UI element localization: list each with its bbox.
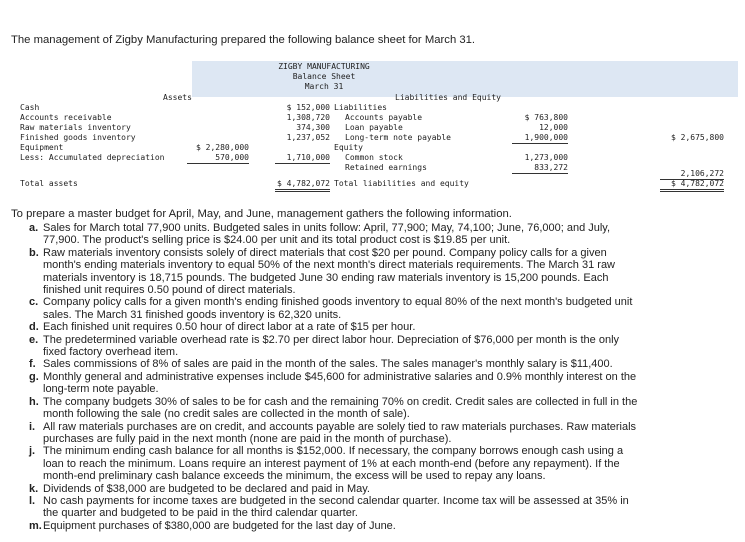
item-text: Raw materials inventory consists solely of direct materials that cost $20 per pound. Company policy calls for a given month's ending materials inventory to equal 50% of the next month's direct materials requirements. The March 31 raw materials inventory is 18,715 pounds. The budgeted June 30 ending raw materials inventory is 15,200 pounds. Each finished unit requires 0.50 pound of direct materials. bbox=[43, 246, 615, 297]
item-marker: e. bbox=[29, 333, 39, 346]
asset-label: Accounts receivable bbox=[20, 113, 112, 122]
liability-label: Accounts payable bbox=[345, 113, 423, 122]
common-stock-amount: 1,273,000 bbox=[524, 153, 568, 162]
item-text: Sales commissions of 8% of sales are paid in the month of the sales. The sales manager's monthly salary is $11,400. bbox=[43, 358, 613, 371]
item-marker: b. bbox=[29, 246, 39, 259]
information-list bbox=[13, 222, 641, 532]
item-marker: g. bbox=[29, 370, 39, 383]
liabilities-equity-header: Liabilities and Equity bbox=[395, 93, 501, 102]
asset-label: Finished goods inventory bbox=[20, 133, 136, 142]
total-le-amount: $ 4,782,072 bbox=[660, 179, 724, 192]
list-item bbox=[13, 396, 641, 421]
item-marker: a. bbox=[29, 222, 39, 234]
assets-header: Assets bbox=[163, 93, 192, 102]
equity-label: Equity bbox=[334, 143, 363, 152]
total-assets-amount: $ 4,782,072 bbox=[275, 179, 330, 192]
statement-date: March 31 bbox=[304, 82, 344, 91]
accounts-payable-amount: $ 763,800 bbox=[524, 113, 568, 122]
list-item bbox=[13, 495, 641, 520]
item-marker: i. bbox=[29, 420, 36, 433]
finished-goods-amount: 1,237,052 bbox=[286, 133, 330, 142]
item-text: The minimum ending cash balance for all months is $152,000. If necessary, the company borrows enough cash using a loan to reach the minimum. Loans require an interest payment of 1% at each month-end (before any repayment). If the month-end preliminary cash balance exceeds the minimum, the excess will be used to repay any loans. bbox=[43, 445, 624, 483]
item-text: All raw materials purchases are on credit, and accounts payable are solely tied to raw materials purchases. Raw materials purchases are fully paid in the next month (none are paid in the month of purchase). bbox=[43, 420, 637, 445]
item-text: Sales for March total 77,900 units. Budgeted sales in units follow: April, 77,900; May, 74,100; June, 76,000; and July, 77,900. The product's selling price is $24.00 per unit and its total product cost is $19.85 per unit. bbox=[43, 222, 611, 247]
item-marker: c. bbox=[29, 296, 39, 309]
accounts-receivable-amount: 1,308,720 bbox=[286, 113, 330, 122]
list-item bbox=[13, 520, 641, 532]
raw-materials-amount: 374,300 bbox=[296, 123, 330, 132]
lead-text: To prepare a master budget for April, May, and June, management gathers the following information. bbox=[11, 208, 512, 220]
loan-payable-amount: 12,000 bbox=[539, 123, 568, 132]
liability-label: Loan payable bbox=[345, 123, 403, 132]
asset-label: Cash bbox=[20, 103, 40, 112]
list-item bbox=[13, 421, 641, 446]
company-name: ZIGBY MANUFACTURING bbox=[278, 62, 370, 71]
cash-amount: $ 152,000 bbox=[286, 103, 330, 112]
item-marker: h. bbox=[29, 395, 39, 408]
asset-label: Less: Accumulated depreciation bbox=[20, 153, 165, 162]
equity-item-label: Common stock bbox=[345, 153, 403, 162]
net-equipment-amount: 1,710,000 bbox=[275, 153, 330, 164]
item-marker: f. bbox=[29, 358, 36, 371]
list-item bbox=[13, 445, 641, 482]
intro-text: The management of Zigby Manufacturing prepared the following balance sheet for March 31. bbox=[11, 34, 476, 46]
liabilities-label: Liabilities bbox=[334, 103, 387, 112]
list-item bbox=[13, 371, 641, 396]
item-text: Monthly general and administrative expenses include $45,600 for administrative salaries and 0.9% monthly interest on the long-term note payable. bbox=[43, 370, 637, 396]
item-text: The company budgets 30% of sales to be for cash and the remaining 70% on credit. Credit sales are collected in full in the month following the sale (no credit sales are collected in the month of sale). bbox=[43, 395, 638, 421]
item-marker: k. bbox=[29, 482, 39, 495]
total-equity-amount: 2,106,272 bbox=[660, 169, 724, 180]
item-marker: l. bbox=[29, 494, 36, 507]
list-item bbox=[13, 296, 641, 321]
item-marker: j. bbox=[29, 445, 36, 458]
total-le-label: Total liabilities and equity bbox=[334, 179, 469, 188]
item-text: Each finished unit requires 0.50 hour of direct labor at a rate of $15 per hour. bbox=[43, 321, 416, 334]
equipment-amount: $ 2,280,000 bbox=[196, 143, 249, 152]
retained-earnings-amount: 833,272 bbox=[512, 163, 568, 174]
item-text: The predetermined variable overhead rate is $2.70 per direct labor hour. Depreciation of $76,000 per month is the only fixed factory overhead item. bbox=[43, 333, 620, 359]
item-text: Dividends of $38,000 are budgeted to be declared and paid in May. bbox=[43, 482, 370, 495]
total-assets-label: Total assets bbox=[20, 179, 78, 188]
item-text: No cash payments for income taxes are budgeted in the second calendar quarter. Income tax will be assessed at 35% in the quarter and budgeted to be paid in the third calendar quarter. bbox=[43, 494, 629, 520]
item-marker: d. bbox=[29, 321, 39, 334]
total-liabilities-amount: $ 2,675,800 bbox=[671, 133, 724, 142]
list-item bbox=[13, 321, 641, 333]
statement-title: Balance Sheet bbox=[292, 72, 356, 81]
accumulated-depreciation-amount: 570,000 bbox=[187, 153, 249, 164]
asset-label: Equipment bbox=[20, 143, 64, 152]
note-payable-amount: 1,900,000 bbox=[512, 133, 568, 144]
equity-item-label: Retained earnings bbox=[345, 163, 427, 172]
liability-label: Long-term note payable bbox=[345, 133, 451, 142]
item-text: Company policy calls for a given month's ending finished goods inventory to equal 80% of the next month's budgeted unit sales. The March 31 finished goods inventory is 62,320 units. bbox=[43, 296, 633, 321]
asset-label: Raw materials inventory bbox=[20, 123, 131, 132]
item-text: Equipment purchases of $380,000 are budgeted for the last day of June. bbox=[43, 519, 396, 532]
item-marker: m. bbox=[29, 519, 42, 532]
list-item bbox=[13, 483, 641, 495]
list-item bbox=[13, 247, 641, 297]
list-item bbox=[13, 358, 641, 370]
balance-sheet bbox=[12, 61, 729, 194]
list-item bbox=[13, 334, 641, 359]
list-item bbox=[13, 222, 641, 247]
